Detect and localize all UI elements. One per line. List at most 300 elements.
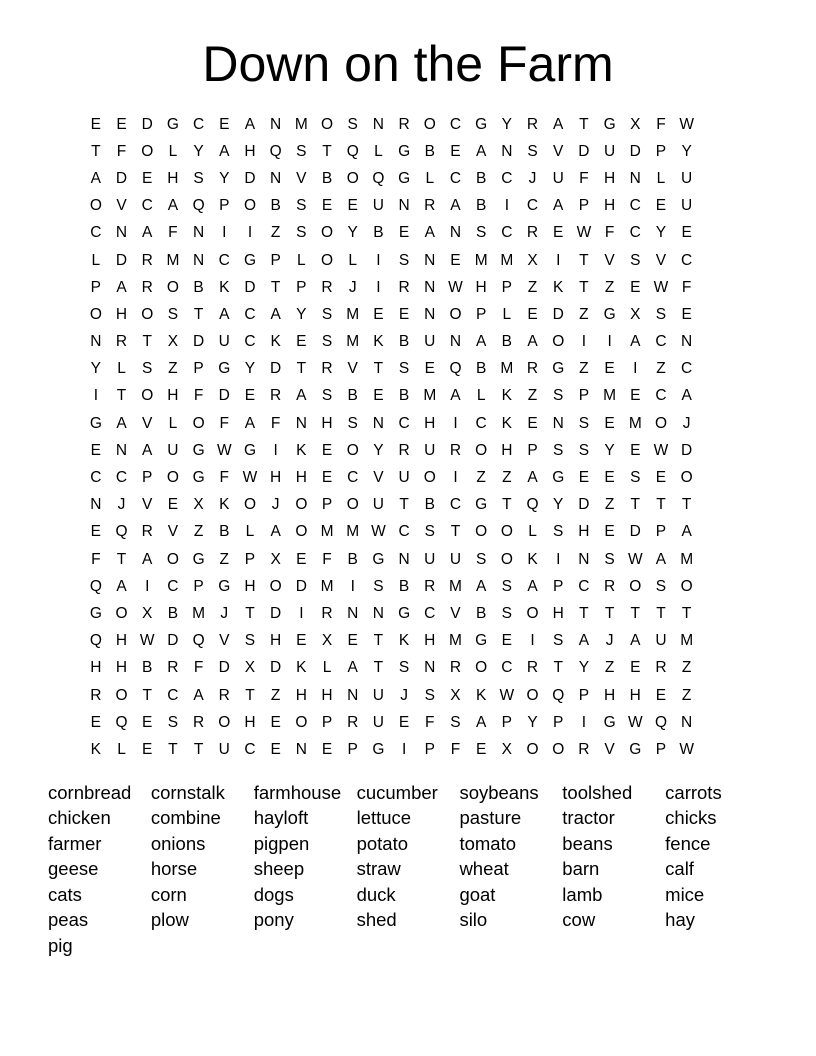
grid-letter: A [244,115,256,133]
grid-letter: T [373,360,384,378]
grid-letter: L [245,523,255,541]
grid-letter: V [604,740,615,758]
grid-letter: W [653,278,669,296]
grid-letter: S [630,251,641,269]
grid-letter: L [117,360,126,378]
grid-letter: R [526,224,539,242]
grid-letter: O [166,278,179,296]
grid-letter: P [219,197,230,215]
grid-letter: Q [192,632,205,650]
grid-letter: E [604,523,615,541]
grid-letter: T [168,740,178,758]
grid-letter: P [578,197,590,215]
grid-letter: B [347,550,358,568]
grid-letter: Q [192,197,205,215]
grid-letter: U [398,469,410,487]
grid-letter: A [475,577,487,595]
grid-letter: H [552,604,564,622]
grid-letter: T [142,686,152,704]
grid-letter: S [527,142,538,160]
grid-letter: A [142,550,153,568]
grid-letter: U [372,713,384,731]
grid-letter: X [167,333,179,351]
grid-letter: U [218,333,230,351]
grid-row [83,165,733,192]
grid-letter: Q [115,523,128,541]
grid-letter: Q [449,360,462,378]
grid-letter: E [296,632,307,650]
grid-letter: Z [656,360,666,378]
grid-letter: O [243,496,256,514]
grid-letter: X [142,604,153,622]
grid-letter: D [270,360,282,378]
grid-letter: V [219,632,230,650]
grid-row [83,600,733,627]
grid-letter: A [475,333,487,351]
grid-letter: K [373,333,384,351]
grid-letter: I [247,224,253,242]
grid-letter: S [553,632,564,650]
grid-letter: J [682,414,691,432]
word-bank-item: onions [150,832,206,854]
grid-letter: N [347,604,359,622]
word-bank-item: cornstalk [150,781,225,803]
word-bank-item: dogs [253,883,294,905]
grid-letter: D [141,115,153,133]
grid-letter: C [167,577,179,595]
grid-letter: Q [654,713,667,731]
grid-letter: A [450,197,461,215]
grid-letter: E [142,713,153,731]
grid-letter: R [192,713,205,731]
grid-letter: V [142,414,153,432]
word-bank-item: lamb [562,883,603,905]
word-bank-item: horse [150,858,198,880]
grid-letter: I [273,441,278,459]
grid-letter: R [526,115,539,133]
grid-letter: A [450,387,461,405]
grid-letter: N [270,169,282,187]
grid-letter: W [499,686,515,704]
grid-letter: O [115,604,128,622]
grid-letter: I [581,713,587,731]
grid-letter: I [556,251,561,269]
grid-letter: E [321,740,333,758]
grid-letter: G [243,251,256,269]
grid-letter: J [271,496,280,514]
grid-letter: S [398,251,410,269]
grid-letter: H [501,441,513,459]
grid-letter: M [166,251,180,269]
grid-letter: O [218,713,231,731]
grid-letter: E [655,686,667,704]
grid-letter: M [500,251,514,269]
grid-letter: Q [115,713,128,731]
grid-letter: Y [553,496,564,514]
grid-letter: A [90,169,102,187]
grid-letter: H [321,414,333,432]
grid-letter: N [552,414,564,432]
grid-letter: R [449,441,462,459]
grid-letter: T [373,632,384,650]
grid-letter: S [501,604,513,622]
grid-letter: P [578,686,590,704]
grid-letter: Z [476,469,486,487]
grid-letter: N [424,305,436,323]
grid-letter: D [270,659,282,677]
grid-letter: C [90,469,102,487]
grid-letter: A [347,659,358,677]
grid-letter: O [552,333,565,351]
grid-letter: S [321,305,333,323]
grid-letter: B [398,577,410,595]
grid-letter: N [424,659,436,677]
grid-letter: S [501,577,513,595]
grid-letter: O [89,197,102,215]
grid-letter: C [424,604,436,622]
grid-letter: Q [552,686,565,704]
grid-letter: E [553,224,564,242]
grid-letter: E [398,224,410,242]
grid-letter: Y [681,142,692,160]
grid-letter: E [450,251,461,269]
grid-letter: M [628,414,642,432]
grid-letter: C [449,496,462,514]
grid-letter: E [321,197,333,215]
grid-letter: E [296,333,307,351]
grid-letter: O [526,740,539,758]
grid-letter: P [655,740,667,758]
grid-letter: N [424,251,436,269]
grid-letter: K [527,550,538,568]
grid-letter: C [244,333,256,351]
grid-letter: M [320,577,334,595]
grid-letter: H [167,387,179,405]
grid-letter: M [346,333,360,351]
grid-letter: G [475,115,488,133]
grid-letter: O [321,224,334,242]
grid-letter: O [552,740,565,758]
grid-letter: M [603,387,617,405]
grid-letter: V [296,169,307,187]
grid-letter: R [449,659,462,677]
grid-letter: N [115,441,128,459]
grid-letter: E [321,469,333,487]
grid-letter: T [373,659,384,677]
grid-letter: E [578,469,590,487]
grid-letter: E [604,414,615,432]
grid-letter: U [449,550,462,568]
grid-letter: S [347,115,358,133]
grid-letter: D [578,142,590,160]
grid-letter: F [168,224,178,242]
grid-letter: A [116,414,127,432]
grid-letter: H [115,632,128,650]
grid-letter: G [218,360,231,378]
grid-letter: H [295,686,307,704]
grid-letter: T [193,305,204,323]
grid-letter: A [142,224,153,242]
grid-letter: J [117,496,126,514]
grid-letter: B [193,278,204,296]
grid-letter: E [398,713,410,731]
grid-letter: F [579,169,589,187]
grid-letter: P [193,360,204,378]
grid-letter: W [627,550,643,568]
grid-letter: F [681,278,692,296]
grid-letter: C [141,197,153,215]
grid-letter: U [552,169,564,187]
grid-letter: R [115,333,128,351]
grid-letter: E [681,224,692,242]
word-bank-item: beans [562,832,613,854]
grid-letter: A [475,142,487,160]
grid-letter: E [475,740,487,758]
grid-row [83,655,733,682]
grid-letter: O [475,523,488,541]
grid-letter: E [604,469,615,487]
grid-letter: S [193,169,204,187]
grid-letter: C [681,360,693,378]
grid-letter: Z [604,496,615,514]
grid-letter: R [141,251,153,269]
grid-letter: C [218,251,230,269]
grid-letter: D [218,387,230,405]
grid-letter: S [450,713,461,731]
grid-letter: F [91,550,101,568]
grid-letter: E [630,278,641,296]
grid-letter: H [244,577,256,595]
grid-letter: L [502,305,512,323]
grid-letter: S [630,469,641,487]
word-bank-item: combine [150,807,221,829]
word-bank-item: potato [356,832,409,854]
grid-letter: A [270,523,281,541]
grid-letter: V [604,251,615,269]
grid-letter: F [219,469,230,487]
grid-letter: T [579,604,589,622]
grid-letter: T [502,496,512,514]
grid-letter: S [553,387,564,405]
grid-letter: I [556,550,561,568]
grid-letter: X [321,632,333,650]
grid-letter: Y [347,224,358,242]
grid-letter: E [347,197,358,215]
word-bank-item: cow [562,909,596,931]
grid-letter: D [578,496,590,514]
grid-letter: M [320,523,334,541]
grid-letter: D [244,278,256,296]
grid-row [83,410,733,437]
grid-letter: X [630,115,641,133]
grid-letter: N [501,142,513,160]
grid-letter: E [90,115,102,133]
grid-letter: S [398,360,410,378]
grid-letter: D [192,333,205,351]
grid-letter: B [321,169,333,187]
grid-letter: E [219,115,230,133]
grid-letter: G [603,713,616,731]
grid-letter: J [348,278,357,296]
grid-letter: C [398,414,410,432]
grid-letter: Y [655,224,667,242]
grid-letter: D [167,632,179,650]
grid-letter: G [192,441,205,459]
grid-letter: O [89,305,102,323]
grid-letter: G [398,169,411,187]
grid-letter: K [501,414,513,432]
grid-letter: E [90,523,102,541]
grid-letter: B [501,333,513,351]
grid-letter: H [321,686,333,704]
grid-letter: L [322,659,332,677]
grid-letter: O [243,197,256,215]
grid-letter: S [578,414,590,432]
grid-letter: H [475,278,487,296]
grid-letter: Z [502,469,512,487]
grid-letter: H [244,142,256,160]
grid-letter: Z [579,360,589,378]
grid-letter: K [398,632,410,650]
grid-letter: O [423,115,436,133]
grid-letter: L [476,387,486,405]
word-bank-item: tomato [459,832,516,854]
grid-letter: V [116,197,127,215]
grid-row [83,736,733,763]
word-bank-item: carrots [665,781,722,803]
grid-letter: N [449,224,462,242]
grid-letter: X [450,686,461,704]
word-bank-item: peas [48,909,89,931]
grid-letter: R [321,278,333,296]
grid-letter: F [450,740,461,758]
grid-letter: M [500,360,514,378]
grid-row [83,247,733,274]
grid-letter: I [530,632,535,650]
grid-letter: O [321,115,334,133]
grid-letter: A [116,577,127,595]
grid-letter: C [655,387,667,405]
grid-letter: O [449,305,462,323]
grid-letter: O [141,142,154,160]
grid-letter: T [142,333,152,351]
grid-letter: G [166,115,179,133]
grid-letter: Z [527,278,538,296]
grid-letter: P [193,577,204,595]
grid-letter: I [299,604,304,622]
grid-letter: B [475,197,487,215]
grid-letter: G [192,550,205,568]
grid-letter: B [347,387,358,405]
grid-letter: S [424,686,435,704]
grid-letter: H [578,523,590,541]
grid-letter: C [501,169,513,187]
grid-letter: N [681,333,693,351]
grid-letter: P [321,713,333,731]
grid-letter: H [424,414,436,432]
grid-letter: A [527,577,538,595]
grid-letter: I [453,414,458,432]
grid-letter: T [322,142,332,160]
grid-letter: A [193,686,204,704]
grid-letter: G [372,740,385,758]
grid-letter: P [553,577,564,595]
grid-letter: O [680,577,693,595]
grid-letter: E [527,305,538,323]
grid-letter: R [398,115,410,133]
grid-letter: S [578,441,590,459]
grid-letter: Y [90,360,102,378]
grid-letter: A [167,197,179,215]
grid-letter: U [655,632,667,650]
grid-letter: R [398,441,410,459]
grid-letter: L [374,142,383,160]
grid-letter: V [553,142,564,160]
word-bank-item: soybeans [459,781,539,803]
grid-letter: O [192,414,205,432]
grid-letter: E [655,469,667,487]
grid-letter: H [295,469,307,487]
grid-row [83,274,733,301]
word-bank-row [48,908,768,934]
grid-row [83,193,733,220]
grid-letter: D [115,251,128,269]
grid-letter: M [294,115,308,133]
word-bank-item: corn [150,883,187,905]
grid-letter: F [219,414,230,432]
grid-letter: D [295,577,307,595]
grid-letter: T [604,604,615,622]
grid-letter: R [270,387,282,405]
grid-letter: S [296,224,307,242]
grid-letter: S [475,224,487,242]
grid-letter: D [115,169,128,187]
grid-letter: C [629,197,641,215]
grid-letter: Z [219,550,230,568]
grid-letter: A [116,278,127,296]
grid-letter: W [679,740,694,758]
grid-letter: B [373,224,384,242]
grid-letter: F [270,414,281,432]
word-bank-item: plow [150,909,189,931]
grid-letter: U [603,142,616,160]
grid-letter: D [552,305,564,323]
grid-letter: C [655,333,667,351]
grid-letter: A [475,713,487,731]
grid-letter: C [449,115,462,133]
grid-letter: C [90,224,102,242]
grid-letter: P [296,278,307,296]
grid-letter: K [475,686,487,704]
grid-letter: A [630,632,641,650]
grid-letter: I [453,469,458,487]
grid-letter: T [681,496,692,514]
grid-letter: S [321,333,333,351]
grid-row [83,492,733,519]
grid-letter: S [604,550,615,568]
grid-letter: O [475,659,488,677]
grid-letter: N [192,224,205,242]
grid-letter: S [167,713,179,731]
grid-letter: Q [526,496,539,514]
grid-letter: T [399,496,409,514]
grid-letter: O [500,523,513,541]
word-bank-item: farmhouse [253,781,342,803]
grid-letter: H [90,659,102,677]
grid-letter: T [450,523,461,541]
grid-letter: S [655,305,667,323]
grid-letter: C [167,686,179,704]
